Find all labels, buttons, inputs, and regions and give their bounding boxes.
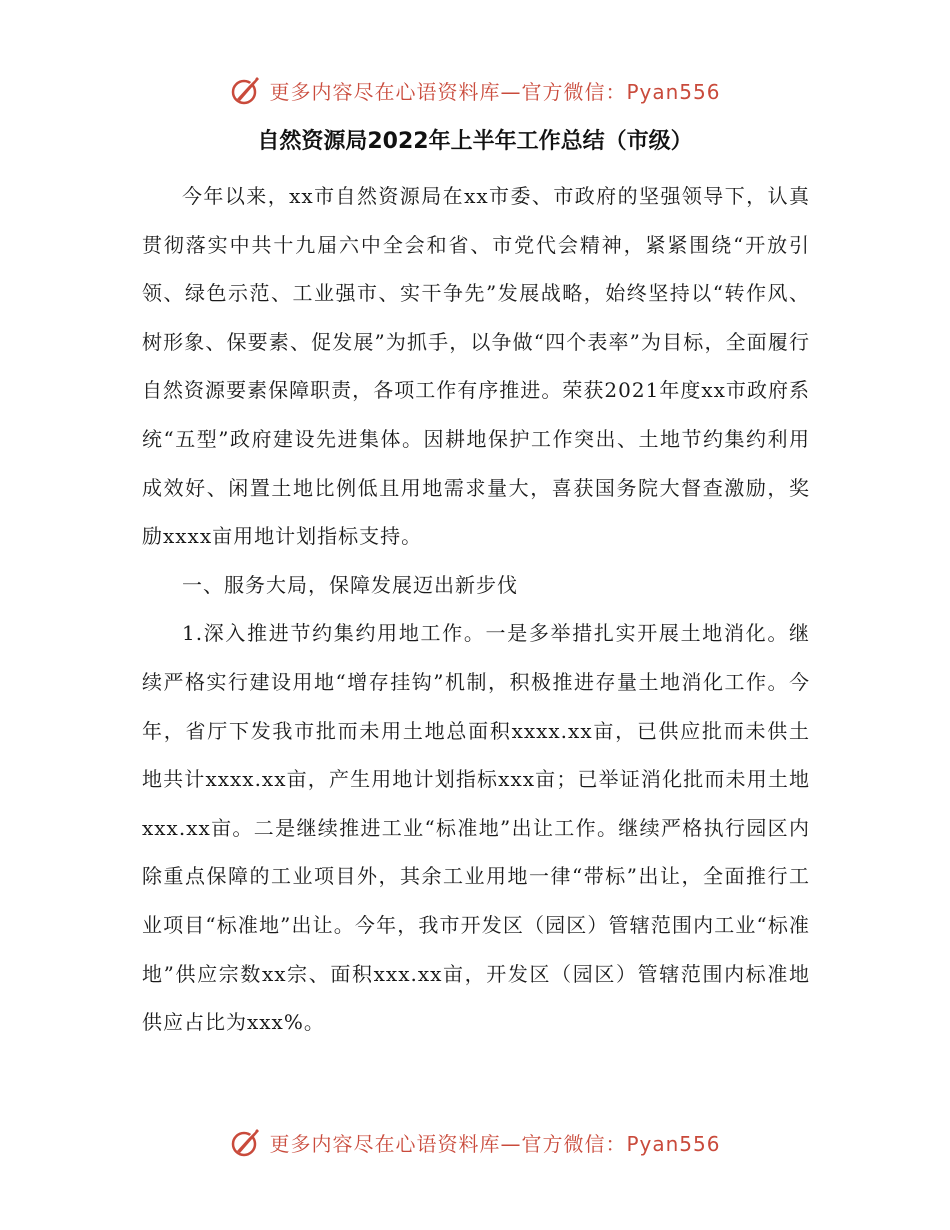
watermark-text: 更多内容尽在心语资料库—官方微信：Pyan556 (269, 79, 721, 104)
watermark-text: 更多内容尽在心语资料库—官方微信：Pyan556 (269, 1131, 721, 1156)
document-title: 自然资源局2022年上半年工作总结（市级） (257, 129, 693, 154)
section-heading: 一、服务大局，保障发展迈出新步伐 (182, 572, 518, 597)
document-body (142, 172, 810, 1047)
quill-logo-icon (229, 1125, 263, 1159)
watermark-footer (0, 1122, 950, 1162)
quill-logo-icon (229, 73, 263, 107)
watermark-header (0, 70, 950, 110)
paragraph-land-use: 1.深入推进节约集约用地工作。一是多举措扎实开展土地消化。继续严格实行建设用地“增存挂钩”机制，积极推进存量土地消化工作。今年，省厅下发我市批而未用土地总面积xxxx.xx亩，已供应批而未供土地共计xxxx.xx亩，产生用地计划指标xxx亩；已举证消化批而未用土地xxx.xx亩。二是继续推进工业“标准地”出让工作。继续严格执行园区内除重点保障的工业项目外，其余工业用地一律“带标”出让，全面推行工业项目“标准地”出让。今年，我市开发区（园区）管辖范围内工业“标准地”供应宗数xx宗、面积xxx.xx亩，开发区（园区）管辖范围内标准地供应占比为xxx%。 (142, 621, 810, 1035)
paragraph-intro: 今年以来，xx市自然资源局在xx市委、市政府的坚强领导下，认真贯彻落实中共十九届六中全会和省、市党代会精神，紧紧围绕“开放引领、绿色示范、工业强市、实干争先”发展战略，始终坚持以“转作风、树形象、保要素、促发展”为抓手，以争做“四个表率”为目标，全面履行自然资源要素保障职责，各项工作有序推进。荣获2021年度xx市政府系统“五型”政府建设先进集体。因耕地保护工作突出、土地节约集约利用成效好、闲置土地比例低且用地需求量大，喜获国务院大督查激励，奖励xxxx亩用地计划指标支持。 (142, 184, 810, 549)
